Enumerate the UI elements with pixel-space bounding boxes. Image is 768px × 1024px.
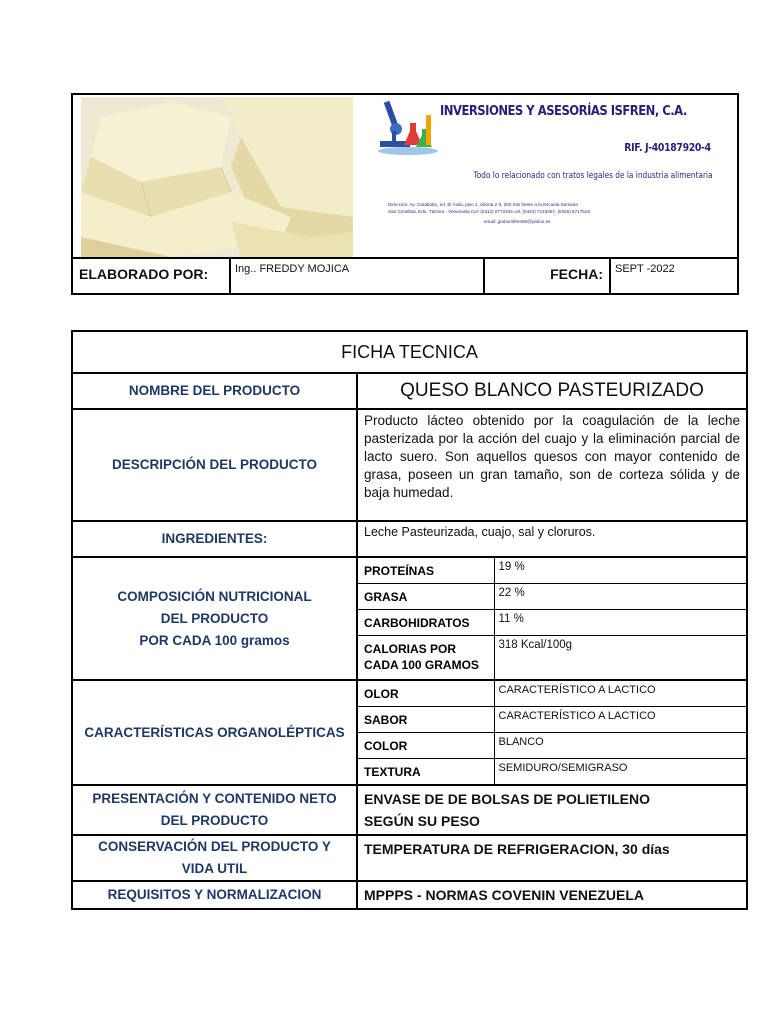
- ingredientes-row: [72, 521, 747, 557]
- descripcion-value: Producto lácteo obtenido por la coagulación de la leche pasterizada por la acción del cuajo y la eliminación parcial de lacto suero. Son aquellos quesos con mayor contenido de grasa, poseen un gran tamaño, son de corteza sólida y de baja humedad.: [357, 409, 747, 521]
- table-row: [358, 584, 746, 610]
- company-tagline: Todo lo relacionado con tratos legales de la industria alimentaria: [473, 171, 713, 181]
- fecha-label: FECHA:: [485, 259, 611, 295]
- elaborado-value: Ing.. FREDDY MOJICA: [231, 259, 485, 295]
- organolepticas-values: [357, 680, 747, 785]
- nombre-label: NOMBRE DEL PRODUCTO: [72, 373, 357, 409]
- conservacion-label-line-2: VIDA UTIL: [181, 861, 248, 876]
- calorias-key: [358, 636, 494, 680]
- textura-key: TEXTURA: [358, 759, 494, 785]
- presentacion-label-line-2: DEL PRODUCTO: [160, 813, 269, 828]
- conservacion-value: TEMPERATURA DE REFRIGERACION, 30 días: [357, 835, 747, 881]
- nombre-value: QUESO BLANCO PASTEURIZADO: [357, 373, 747, 409]
- ficha-tecnica-table: [71, 330, 748, 910]
- descripcion-label: DESCRIPCIÓN DEL PRODUCTO: [72, 409, 357, 521]
- presentacion-value-line-2: SEGÚN SU PESO: [364, 813, 480, 829]
- elaborado-row: [73, 257, 737, 295]
- composicion-row: [72, 557, 747, 680]
- conservacion-label-line-1: CONSERVACIÓN DEL PRODUCTO Y: [98, 839, 331, 854]
- color-key: COLOR: [358, 733, 494, 759]
- requisitos-value: MPPPS - NORMAS COVENIN VENEZUELA: [357, 881, 747, 909]
- address-line-2: San Cristóbal, Edo. Táchira - Venezuela Cel: (0414) 0772334 cel, (0424) 7143457, (0426) 5717519: [388, 209, 590, 214]
- company-address: [388, 201, 590, 215]
- table-row: [358, 681, 746, 707]
- ingredientes-value: Leche Pasteurizada, cuajo, sal y cloruros.: [357, 521, 747, 557]
- table-row: [358, 733, 746, 759]
- proteinas-value: 19 %: [494, 558, 746, 584]
- address-line-1: Dirección: Av. Carabobo, ed. El Ávila, piso 1, oficina 2-3, 200 mts frente a la Escuela Sumaria: [388, 202, 578, 207]
- company-rif: RIF. J-40187920-4: [624, 141, 711, 154]
- organolepticas-subtable: [358, 681, 746, 784]
- requisitos-label: REQUISITOS Y NORMALIZACION: [72, 881, 357, 909]
- company-name: INVERSIONES Y ASESORÍAS ISFREN, C.A.: [440, 103, 687, 119]
- carbohidratos-key: CARBOHIDRATOS: [358, 610, 494, 636]
- ficha-title: FICHA TECNICA: [72, 331, 747, 373]
- requisitos-row: [72, 881, 747, 909]
- sabor-value: CARACTERÍSTICO A LACTICO: [494, 707, 746, 733]
- composicion-values: [357, 557, 747, 680]
- composicion-subtable: [358, 558, 746, 679]
- composicion-label-line-2: DEL PRODUCTO: [160, 610, 269, 626]
- cheese-photo: [81, 97, 353, 257]
- grasa-value: 22 %: [494, 584, 746, 610]
- color-value: BLANCO: [494, 733, 746, 759]
- company-email: email: gruborisfren90@yahoo.es: [484, 219, 551, 224]
- organolepticas-row: [72, 680, 747, 785]
- table-row: [358, 558, 746, 584]
- olor-key: OLOR: [358, 681, 494, 707]
- calorias-key-line-1: CALORIAS POR: [364, 642, 457, 656]
- composicion-label-line-1: COMPOSICIÓN NUTRICIONAL: [117, 588, 312, 604]
- conservacion-label: [72, 835, 357, 881]
- composicion-label: [72, 557, 357, 680]
- table-row: [358, 636, 746, 680]
- fecha-value: SEPT -2022: [615, 263, 675, 275]
- table-row: [358, 610, 746, 636]
- carbohidratos-value: 11 %: [494, 610, 746, 636]
- descripcion-row: [72, 409, 747, 521]
- sabor-key: SABOR: [358, 707, 494, 733]
- ingredientes-label: INGREDIENTES:: [72, 521, 357, 557]
- presentacion-value: [357, 785, 747, 835]
- table-row: [358, 707, 746, 733]
- presentacion-label-line-1: PRESENTACIÓN Y CONTENIDO NETO: [92, 791, 337, 806]
- grasa-key: GRASA: [358, 584, 494, 610]
- olor-value: CARACTERÍSTICO A LACTICO: [494, 681, 746, 707]
- calorias-value: 318 Kcal/100g: [498, 639, 573, 651]
- nombre-row: [72, 373, 747, 409]
- calorias-key-line-2: CADA 100 GRAMOS: [364, 658, 479, 672]
- conservacion-row: [72, 835, 747, 881]
- proteinas-key: PROTEÍNAS: [358, 558, 494, 584]
- header-block: [71, 93, 739, 295]
- presentacion-row: [72, 785, 747, 835]
- organolepticas-label: CARACTERÍSTICAS ORGANOLÉPTICAS: [72, 680, 357, 785]
- lab-equipment-logo-icon: [370, 95, 440, 157]
- presentacion-value-line-1: ENVASE DE DE BOLSAS DE POLIETILENO: [364, 791, 651, 807]
- elaborado-label: ELABORADO POR:: [73, 259, 231, 295]
- textura-value: SEMIDURO/SEMIGRASO: [498, 762, 628, 774]
- presentacion-label: [72, 785, 357, 835]
- table-row: [358, 759, 746, 785]
- company-brand: [358, 95, 737, 257]
- composicion-label-line-3: POR CADA 100 gramos: [139, 632, 290, 648]
